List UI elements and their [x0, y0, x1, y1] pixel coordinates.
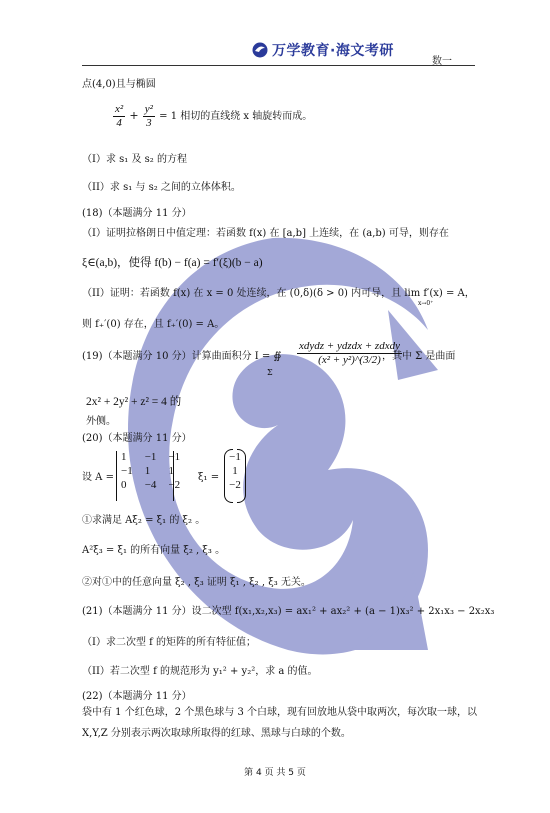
question-heading: (22)（本题满分 11 分）: [82, 691, 192, 702]
question-heading: (21)（本题满分 11 分）设二次型 f(x₁,x₂,x₃) = ax₁² + ax₂² + (a − 1)x₃² + 2x₁x₃ − 2x₂x₃: [82, 606, 495, 617]
fraction: $\frac{\text{y²}}{3}$: [144, 103, 153, 129]
question-part: （II）若二次型 f 的规范形为 y₁² + y₂²，求 a 的值。: [82, 666, 318, 677]
brand-logo: [252, 40, 394, 60]
question-part: A²ξ₃ = ξ₁ 的所有向量 ξ₂ , ξ₃ 。: [82, 545, 226, 556]
matrix-cell: 1: [121, 451, 127, 463]
question-heading: (19)（本题满分 10 分）计算曲面积分 I = ∯: [82, 351, 282, 362]
page-number: 第 4 页 共 5 页: [244, 768, 306, 778]
matrix-label: 设 A =: [82, 472, 114, 483]
matrix-cell: −1: [144, 451, 157, 463]
fraction: $\frac{\text{x²}}{4}$: [115, 103, 124, 129]
question-part: ②对①中的任意向量 ξ₂ , ξ₃ 证明 ξ₁ , ξ₂ , ξ₃ 无关。: [82, 577, 311, 588]
header-rule: [82, 65, 475, 66]
matrix-cell: −1: [168, 451, 181, 463]
question-part: 则 f₊′(0) 存在，且 f₊′(0) = A。: [82, 319, 225, 330]
question-part: X,Y,Z 分别表示两次取球所取得的红球、黑球与白球的个数。: [82, 728, 351, 739]
question-part: （I）求 s₁ 及 s₂ 的方程: [82, 154, 187, 165]
question-part: 袋中有 1 个红色球，2 个黑色球与 3 个白球，现有回放地从袋中取两次，每次取一球，以: [82, 707, 477, 718]
matrix-cell: 1: [144, 465, 151, 477]
matrix-cell: −1: [121, 465, 133, 477]
matrix-A: [116, 451, 181, 501]
vector-label: ξ₁ =: [198, 472, 220, 483]
vector-cell: 1: [232, 465, 238, 477]
text-line: 点(4,0)且与椭圆: [82, 79, 156, 90]
vector-cell: −1: [229, 451, 241, 463]
question-part: （I）证明拉格朗日中值定理：若函数 f(x) 在 [a,b] 上连续，在 (a,b) 可导，则存在: [82, 228, 449, 239]
matrix-cell: −2: [168, 479, 181, 491]
formula-line: 2x² + 2y² + z² = 4 的: [86, 396, 182, 408]
sigma-subscript: Σ: [267, 368, 273, 377]
vector-xi1: [224, 451, 246, 501]
fraction: $\frac{\text{xdydz + ydzdx + zdxdy}}{\text{(x² + y²)\textasciicircum{}(3/2)}}$: [299, 340, 400, 366]
limit-subscript: x→0⁺: [418, 300, 434, 307]
vector-cell: −2: [229, 479, 241, 491]
question-part: （I）求二次型 f 的矩阵的所有特征值；: [82, 637, 257, 648]
subject-label: 数一: [432, 56, 452, 67]
question-part: （II）证明：若函数 f(x) 在 x = 0 处连续，在 (0,δ)(δ > 0) 内可导，且 lim f′(x) = A，: [82, 288, 475, 299]
brand-icon: [252, 42, 268, 58]
matrix-cell: 1: [168, 465, 174, 477]
matrix-cell: 0: [121, 479, 127, 491]
text-line: ，其中 Σ 是曲面: [382, 351, 456, 362]
question-heading: (18)（本题满分 11 分）: [82, 208, 192, 219]
formula-line: ξ∈(a,b)，使得 f(b) − f(a) = f′(ξ)(b − a): [82, 257, 263, 269]
matrix-cell: −4: [144, 479, 157, 491]
ellipse-equation: $\frac{\text{x²}}{4}$ + $\frac{\text{y²}}{3}$ = 1 相切的直线绕 x 轴旋转而成。: [115, 103, 313, 129]
page-header: [0, 0, 550, 72]
text-line: 外侧。: [86, 416, 116, 427]
question-part: （II）求 s₁ 与 s₂ 之间的立体体积。: [82, 182, 241, 193]
question-part: ①求满足 Aξ₂ = ξ₁ 的 ξ₂ 。: [82, 515, 206, 526]
brand-name: 万学教育·海文考研: [272, 43, 394, 59]
question-heading: (20)（本题满分 11 分）: [82, 433, 192, 444]
